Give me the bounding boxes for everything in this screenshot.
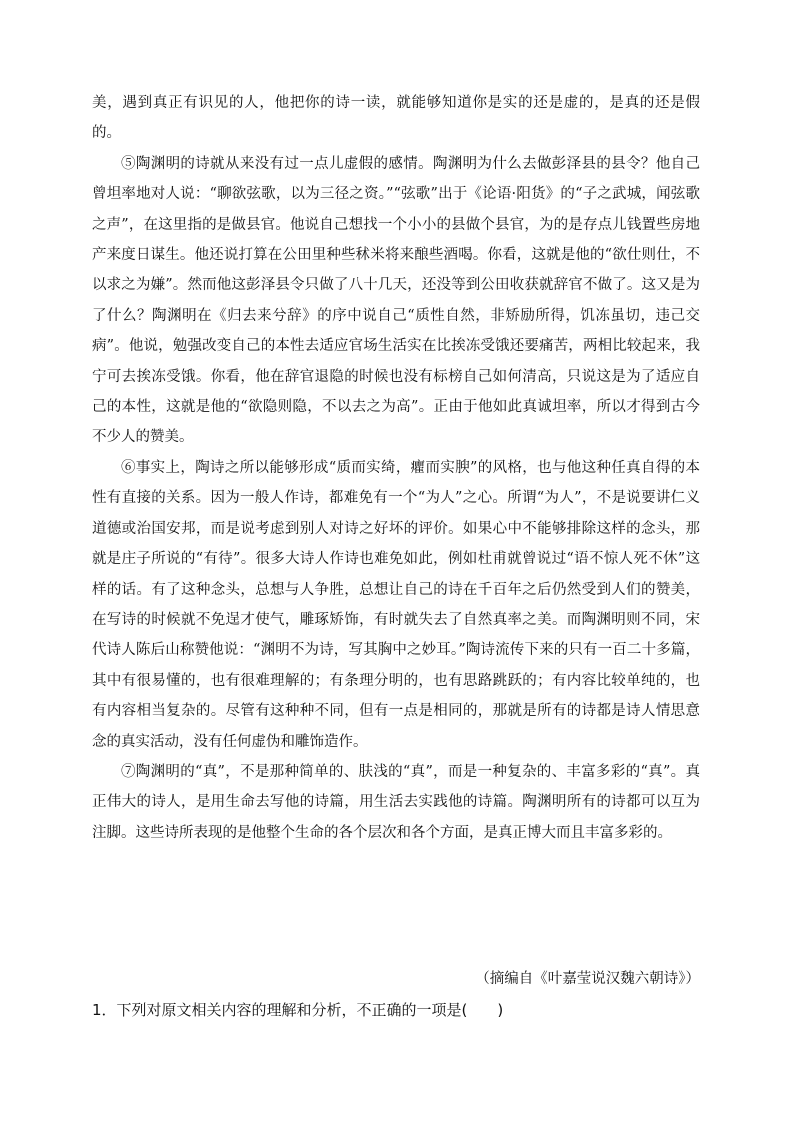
source-citation: （摘编自《叶嘉莹说汉魏六朝诗》） bbox=[475, 971, 700, 987]
paragraph-7: ⑦陶渊明的“真”，不是那种简单的、肤浅的“真”，而是一种复杂的、丰富多彩的“真”。真正伟大的诗人，是用生命去写他的诗篇，用生活去实践他的诗篇。陶渊明所有的诗都可以互为注脚。这些诗所表现的是他整个生命的各个层次和各个方面，是真正博大而且丰富多彩的。 bbox=[92, 763, 700, 841]
paragraph-continued: 美，遇到真正有识见的人，他把你的诗一读，就能够知道你是实的还是虚的，是真的还是假的。 bbox=[92, 95, 700, 142]
question-1: 1．下列对原文相关内容的理解和分析，不正确的一项是( ) bbox=[92, 1001, 504, 1019]
article-body bbox=[92, 88, 700, 848]
paragraph-6: ⑥事实上，陶诗之所以能够形成“质而实绮，癯而实腴”的风格，也与他这种任真自得的本性有直接的关系。因为一般人作诗，都难免有一个“为人”之心。所谓“为人”，不是说要讲仁义道德或治国安邦，而是说考虑到别人对诗之好坏的评价。如果心中不能够排除这样的念头，那就是庄子所说的“有待”。很多大诗人作诗也难免如此，例如杜甫就曾说过“语不惊人死不休”这样的话。有了这种念头，总想与人争胜，总想让自己的诗在千百年之后仍然受到人们的赞美，在写诗的时候就不免逞才使气，雕琢矫饰，有时就失去了自然真率之美。而陶渊明则不同，宋代诗人陈后山称赞他说：“渊明不为诗，写其胸中之妙耳。”陶诗流传下来的只有一百二十多篇，其中有很易懂的，也有很难理解的；有条理分明的，也有思路跳跃的；有内容比较单纯的，也有内容相当复杂的。尽管有这种种不同，但有一点是相同的，那就是所有的诗都是诗人情思意念的真实活动，没有任何虚伪和雕饰造作。 bbox=[92, 459, 700, 750]
paragraph-5: ⑤陶渊明的诗就从来没有过一点儿虚假的感情。陶渊明为什么去做彭泽县的县令？他自己曾坦率地对人说：“聊欲弦歌，以为三径之资。”“弦歌”出于《论语·阳货》的“子之武城，闻弦歌之声”，在这里指的是做县官。他说自己想找一个小小的县做个县官，为的是存点儿钱置些房地产来度日谋生。他还说打算在公田里种些秫米将来酿些酒喝。你看，这就是他的“欲仕则仕，不以求之为嫌”。然而他这彭泽县令只做了八十几天，还没等到公田收获就辞官不做了。这又是为了什么？陶渊明在《归去来兮辞》的序中说自己“质性自然，非矫励所得，饥冻虽切，违己交病”。他说，勉强改变自己的本性去适应官场生活实在比挨冻受饿还要痛苦，两相比较起来，我宁可去挨冻受饿。你看，他在辞官退隐的时候也没有标榜自己如何清高，只说这是为了适应自己的本性，这就是他的“欲隐则隐，不以去之为高”。正由于他如此真诚坦率，所以才得到古今不少人的赞美。 bbox=[92, 155, 700, 446]
